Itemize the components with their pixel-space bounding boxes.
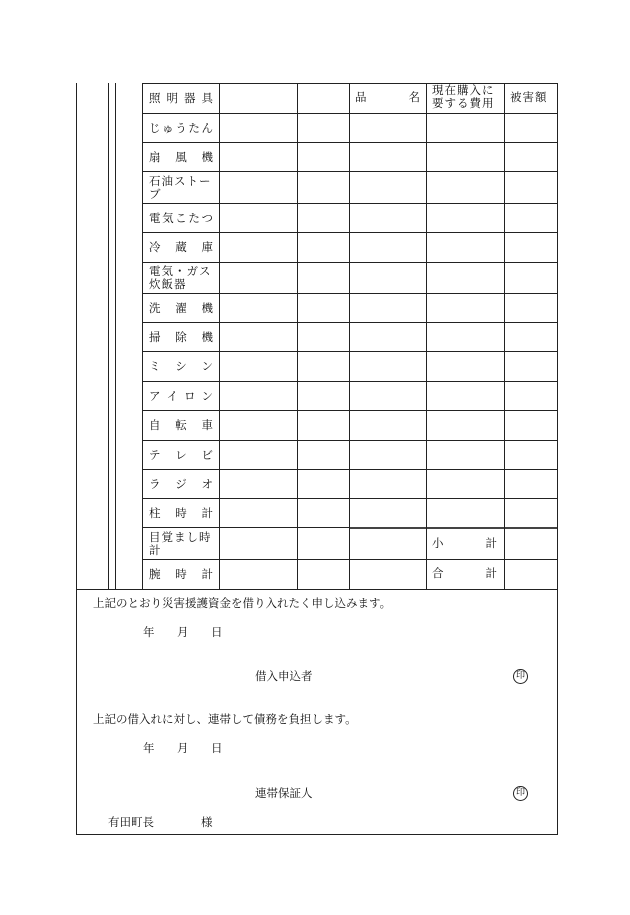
item-label-char: 自 [149, 418, 161, 432]
item-label-char: 機 [201, 300, 213, 315]
header-current-cost [432, 84, 495, 110]
application-statement: 上記のとおり災害援護資金を借り入れたく申し込みます。 [93, 596, 392, 610]
item-label-char: シ [175, 359, 187, 373]
item-label [143, 470, 219, 498]
item-label [143, 84, 219, 113]
inner-line-2 [115, 83, 116, 589]
item-label-char: 扇 [149, 149, 161, 164]
item-label [143, 528, 219, 559]
item-label-char: 転 [175, 418, 187, 432]
item-label-char: ゅ [162, 120, 174, 135]
item-label-char: ビ [201, 447, 213, 462]
outer-right-border [557, 83, 558, 834]
item-label-char: レ [175, 447, 187, 462]
item-label-char: ン [201, 359, 213, 373]
item-label-lines [149, 531, 212, 557]
item-label-char: ん [201, 120, 213, 135]
guarantee-date-year: 年 [143, 741, 155, 755]
guarantee-statement: 上記の借入れに対し、連帯して債務を負担します。 [93, 712, 357, 726]
header-hinmei-2: 名 [408, 90, 420, 104]
item-label-lines [149, 265, 212, 291]
item-label [143, 204, 219, 232]
item-label [143, 233, 219, 262]
item-label-line: ブ [149, 186, 162, 201]
applicant-seal-mark: 印 [513, 669, 528, 684]
item-label [143, 352, 219, 381]
item-label [143, 560, 219, 589]
item-label [143, 114, 219, 142]
item-label-char: 電 [149, 210, 161, 225]
right-row-line [349, 381, 558, 382]
right-row-line [349, 559, 558, 560]
item-label-line: 計 [149, 542, 162, 557]
total-label [432, 567, 497, 580]
right-row-line [349, 293, 558, 294]
item-label-char: 機 [201, 149, 213, 164]
item-label-char: 機 [201, 329, 213, 344]
item-label [143, 143, 219, 171]
applicant-label: 借入申込者 [255, 669, 313, 683]
item-label-char: 除 [175, 329, 187, 344]
col-5-left [426, 83, 427, 589]
inner-line-1 [108, 83, 109, 589]
item-label-char: 時 [175, 505, 187, 520]
item-label-char: 冷 [149, 240, 161, 254]
item-label-char: 計 [201, 567, 213, 581]
guarantor-seal-mark: 印 [513, 786, 528, 801]
right-row-line [349, 498, 558, 499]
item-label-char: 洗 [149, 300, 161, 315]
total-char-1: 合 [432, 566, 444, 580]
item-label-char: つ [201, 210, 213, 225]
right-row-line [349, 203, 558, 204]
application-date-day: 日 [211, 625, 223, 639]
item-label-char: 時 [175, 567, 187, 581]
item-label-char: 具 [201, 91, 213, 105]
item-label-line: 石油ストー [149, 173, 212, 188]
item-label [143, 263, 219, 293]
item-label-char: た [188, 120, 200, 135]
right-row-line [349, 171, 558, 172]
item-label-char: こ [175, 210, 187, 225]
item-label-char: ン [201, 388, 213, 403]
right-row-line [349, 469, 558, 470]
item-label-char: イ [166, 388, 178, 403]
item-label [143, 411, 219, 440]
subtotal-char-1: 小 [432, 536, 444, 550]
right-row-line [349, 142, 558, 143]
subtotal-char-2: 計 [485, 536, 497, 550]
header-hinmei [355, 91, 420, 104]
header-current-cost-line-2: 要する費用 [432, 96, 495, 110]
item-label-char: ロ [184, 388, 196, 403]
right-row-line [349, 351, 558, 352]
header-hinmei-1: 品 [355, 90, 367, 104]
item-label-char: 濯 [175, 300, 187, 315]
item-label-char: 柱 [149, 505, 161, 520]
item-label-char: じ [149, 120, 161, 135]
right-row-line [349, 232, 558, 233]
item-label-char: 掃 [149, 329, 161, 344]
guarantee-date-day: 日 [211, 741, 223, 755]
item-label-char: 車 [201, 418, 213, 432]
item-label-char: テ [149, 447, 161, 462]
addressee-name: 有田町長 [108, 815, 154, 829]
right-row-line [349, 113, 558, 114]
item-label-char: 風 [175, 149, 187, 164]
item-label-char: ジ [175, 476, 187, 491]
item-label-line: 目覚まし時 [149, 529, 212, 544]
outer-left-border [76, 83, 77, 834]
item-label-line: 炊飯器 [149, 277, 187, 291]
item-label-char: ア [149, 388, 161, 403]
item-label-lines [149, 175, 212, 201]
item-label [143, 323, 219, 351]
col-3-left [297, 83, 298, 589]
right-row-line [349, 322, 558, 323]
guarantor-label: 連帯保証人 [255, 786, 313, 800]
form-bottom-line [76, 834, 558, 835]
item-label [143, 441, 219, 469]
item-label-char: 蔵 [175, 240, 187, 254]
right-row-line [349, 262, 558, 263]
item-label-char: た [188, 210, 200, 225]
item-label-line: 電気・ガス [149, 264, 212, 278]
item-label-char: 庫 [201, 240, 213, 254]
table-bottom-line [76, 589, 558, 590]
application-date-month: 月 [177, 625, 189, 639]
item-label [143, 294, 219, 322]
col-6-left [504, 83, 505, 589]
right-row-line [349, 527, 558, 529]
item-label-char: 明 [166, 91, 178, 105]
item-label-char: ミ [149, 359, 161, 373]
item-label-char: オ [201, 476, 213, 491]
subtotal-label [432, 537, 497, 550]
application-date-year: 年 [143, 625, 155, 639]
header-current-cost-line-1: 現在購入に [432, 83, 495, 97]
item-label-char: 腕 [149, 567, 161, 581]
item-label-char: ラ [149, 476, 161, 491]
item-label [143, 382, 219, 410]
item-label-char: 照 [149, 91, 161, 105]
item-label [143, 499, 219, 527]
item-label [143, 172, 219, 203]
right-row-line [349, 440, 558, 441]
header-damage: 被害額 [510, 90, 548, 104]
right-row-line [349, 410, 558, 411]
guarantee-date-month: 月 [177, 741, 189, 755]
col-4-left [349, 83, 350, 589]
col-2-left [219, 83, 220, 589]
item-label-char: 器 [184, 91, 196, 105]
item-label-char: う [175, 120, 187, 135]
total-char-2: 計 [485, 566, 497, 580]
item-label-char: 気 [162, 210, 174, 225]
item-label-char: 計 [201, 505, 213, 520]
addressee-honorific: 様 [201, 815, 213, 829]
